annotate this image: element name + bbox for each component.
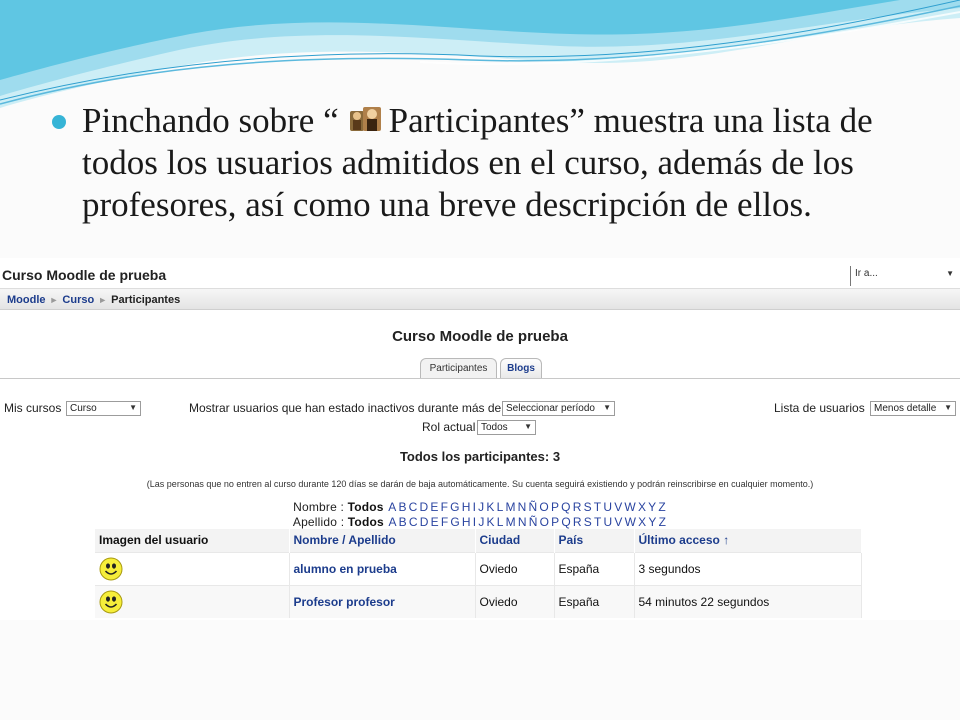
alpha-letter-g[interactable]: G bbox=[450, 500, 460, 514]
filter-row bbox=[0, 399, 960, 419]
role-label: Rol actual bbox=[422, 420, 476, 434]
alpha-letter-v[interactable]: V bbox=[614, 500, 623, 514]
chevron-down-icon: ▼ bbox=[944, 403, 952, 412]
alpha-letter-g[interactable]: G bbox=[450, 515, 460, 529]
alpha-letter-x[interactable]: X bbox=[638, 515, 647, 529]
my-courses-label: Mis cursos bbox=[4, 401, 62, 415]
alpha-letter-l[interactable]: L bbox=[496, 515, 504, 529]
tab-blogs[interactable]: Blogs bbox=[500, 358, 542, 379]
first-name-letters bbox=[387, 500, 667, 514]
header-name[interactable]: Nombre / Apellido bbox=[289, 529, 475, 552]
header-country[interactable]: País bbox=[554, 529, 634, 552]
alpha-letter-o[interactable]: O bbox=[539, 515, 550, 529]
header-wave-decoration bbox=[0, 0, 960, 110]
table-row bbox=[95, 585, 862, 618]
user-list-select[interactable] bbox=[870, 401, 956, 416]
user-city: Oviedo bbox=[475, 585, 554, 618]
role-select[interactable] bbox=[477, 420, 536, 435]
inactivity-note: (Las personas que no entren al curso durante 120 días se darán de baja automáticamente. Su cuenta seguirá existiendo y podrán reinscribirse en cualquier momento.) bbox=[146, 479, 814, 489]
table-header-row bbox=[95, 529, 862, 552]
alpha-letter-z[interactable]: Z bbox=[658, 515, 667, 529]
breadcrumb-current: Participantes bbox=[111, 294, 181, 306]
alpha-letter-j[interactable]: J bbox=[478, 515, 485, 529]
chevron-down-icon: ▼ bbox=[524, 422, 532, 431]
bullet-prefix: Pinchando sobre “ bbox=[82, 101, 339, 140]
breadcrumb-moodle[interactable]: Moodle bbox=[7, 294, 46, 306]
user-list-label: Lista de usuarios bbox=[774, 401, 865, 415]
alpha-letter-p[interactable]: P bbox=[551, 515, 560, 529]
first-name-label: Nombre : bbox=[293, 500, 345, 514]
bullet-text bbox=[48, 100, 928, 226]
user-name-link[interactable]: Profesor profesor bbox=[289, 585, 475, 618]
user-country: España bbox=[554, 552, 634, 585]
last-name-label: Apellido : bbox=[292, 515, 345, 529]
first-name-all[interactable]: Todos bbox=[347, 500, 384, 514]
table-row bbox=[95, 552, 862, 585]
tab-participants[interactable]: Participantes bbox=[420, 358, 497, 379]
alpha-letter-r[interactable]: R bbox=[572, 515, 582, 529]
first-name-filter bbox=[0, 500, 960, 514]
alpha-letter-l[interactable]: L bbox=[496, 500, 504, 514]
alpha-letter-c[interactable]: C bbox=[408, 515, 418, 529]
role-row bbox=[0, 418, 960, 438]
alpha-letter-w[interactable]: W bbox=[624, 500, 636, 514]
my-courses-value: Curso bbox=[70, 403, 97, 414]
alpha-letter-a[interactable]: A bbox=[388, 500, 397, 514]
last-name-filter bbox=[0, 515, 960, 529]
moodle-screenshot bbox=[0, 258, 960, 620]
alpha-letter-d[interactable]: D bbox=[419, 515, 429, 529]
alpha-letter-t[interactable]: T bbox=[594, 515, 602, 529]
avatar-smiley-icon[interactable] bbox=[99, 557, 123, 581]
alpha-letter-q[interactable]: Q bbox=[561, 515, 571, 529]
alpha-letter-x[interactable]: X bbox=[637, 500, 647, 514]
alpha-letter-e[interactable]: E bbox=[430, 515, 439, 529]
alpha-letter-m[interactable]: M bbox=[505, 515, 516, 529]
alpha-letter-q[interactable]: Q bbox=[561, 500, 571, 514]
breadcrumb bbox=[0, 288, 960, 310]
alpha-letter-i[interactable]: I bbox=[472, 515, 477, 529]
participants-total: Todos los participantes: 3 bbox=[399, 449, 561, 464]
alpha-letter-s[interactable]: S bbox=[583, 515, 592, 529]
alpha-letter-e[interactable]: E bbox=[430, 500, 439, 514]
alpha-letter-w[interactable]: W bbox=[624, 515, 637, 529]
chevron-down-icon: ▼ bbox=[603, 403, 611, 412]
alpha-letter-z[interactable]: Z bbox=[658, 500, 666, 514]
alpha-letter-b[interactable]: B bbox=[398, 515, 407, 529]
user-name-link[interactable]: alumno en prueba bbox=[289, 552, 475, 585]
alpha-letter-d[interactable]: D bbox=[419, 500, 429, 514]
alpha-letter-n[interactable]: N bbox=[517, 500, 527, 514]
moodle-header bbox=[0, 258, 960, 288]
alpha-letter-u[interactable]: U bbox=[603, 500, 613, 514]
chevron-down-icon: ▼ bbox=[129, 403, 137, 412]
alpha-letter-b[interactable]: B bbox=[398, 500, 407, 514]
site-title[interactable]: Curso Moodle de prueba bbox=[2, 267, 167, 283]
user-country: España bbox=[554, 585, 634, 618]
user-image-cell bbox=[95, 585, 289, 618]
alpha-letter-f[interactable]: F bbox=[440, 515, 449, 529]
user-list-value: Menos detalle bbox=[874, 403, 937, 414]
participants-icon bbox=[349, 105, 383, 135]
alpha-letter-y[interactable]: Y bbox=[648, 515, 657, 529]
alpha-letter-n[interactable]: N bbox=[517, 515, 527, 529]
alpha-letter-j[interactable]: J bbox=[478, 500, 485, 514]
alpha-letter-p[interactable]: P bbox=[550, 500, 560, 514]
user-city: Oviedo bbox=[475, 552, 554, 585]
bullet-dot bbox=[52, 115, 66, 129]
alpha-letter-h[interactable]: H bbox=[461, 515, 471, 529]
my-courses-select[interactable] bbox=[66, 401, 141, 416]
alpha-letter-u[interactable]: U bbox=[603, 515, 613, 529]
user-image-cell bbox=[95, 552, 289, 585]
user-last-access: 3 segundos bbox=[634, 552, 862, 585]
user-last-access: 54 minutos 22 segundos bbox=[634, 585, 862, 618]
course-heading: Curso Moodle de prueba bbox=[392, 328, 568, 345]
header-city[interactable]: Ciudad bbox=[475, 529, 554, 552]
alpha-letter-ñ[interactable]: Ñ bbox=[528, 515, 538, 529]
header-last-access[interactable]: Último acceso ↑ bbox=[634, 529, 862, 552]
inactive-label: Mostrar usuarios que han estado inactivos durante más de bbox=[189, 401, 502, 415]
alpha-letter-t[interactable]: T bbox=[593, 500, 602, 514]
bullet-rest: Participantes” muestra una lista de todos los usuarios admitidos en el curso, además de los profesores, así como una breve descripción de ellos. bbox=[82, 101, 873, 224]
role-value: Todos bbox=[481, 422, 508, 433]
inactive-period-value: Seleccionar período bbox=[506, 403, 595, 414]
alpha-letter-f[interactable]: F bbox=[440, 500, 449, 514]
alpha-letter-ñ[interactable]: Ñ bbox=[528, 500, 538, 514]
alpha-letter-k[interactable]: K bbox=[486, 500, 495, 514]
participants-table bbox=[95, 529, 862, 618]
tab-divider bbox=[0, 378, 960, 379]
jump-to-select[interactable] bbox=[850, 266, 958, 286]
alpha-letter-h[interactable]: H bbox=[461, 500, 471, 514]
inactive-period-select[interactable] bbox=[502, 401, 615, 416]
alpha-letter-i[interactable]: I bbox=[472, 500, 477, 514]
alpha-letter-y[interactable]: Y bbox=[648, 500, 657, 514]
jump-to-value: Ir a... bbox=[855, 268, 878, 279]
chevron-down-icon: ▼ bbox=[946, 269, 954, 278]
avatar-smiley-icon[interactable] bbox=[99, 590, 123, 614]
breadcrumb-course[interactable]: Curso bbox=[62, 294, 95, 306]
breadcrumb-separator-icon: ► bbox=[49, 295, 59, 305]
alpha-letter-c[interactable]: C bbox=[408, 500, 418, 514]
alpha-letter-s[interactable]: S bbox=[583, 500, 592, 514]
alpha-letter-o[interactable]: O bbox=[539, 500, 549, 514]
alpha-letter-r[interactable]: R bbox=[572, 500, 582, 514]
breadcrumb-separator-icon: ► bbox=[98, 295, 108, 305]
alpha-letter-k[interactable]: K bbox=[486, 515, 495, 529]
bullet-paragraph bbox=[48, 100, 928, 226]
last-name-letters bbox=[387, 515, 667, 529]
alpha-letter-v[interactable]: V bbox=[614, 515, 623, 529]
alpha-letter-m[interactable]: M bbox=[505, 500, 516, 514]
alpha-letter-a[interactable]: A bbox=[388, 515, 397, 529]
header-user-image: Imagen del usuario bbox=[95, 529, 289, 552]
last-name-all[interactable]: Todos bbox=[347, 515, 384, 529]
